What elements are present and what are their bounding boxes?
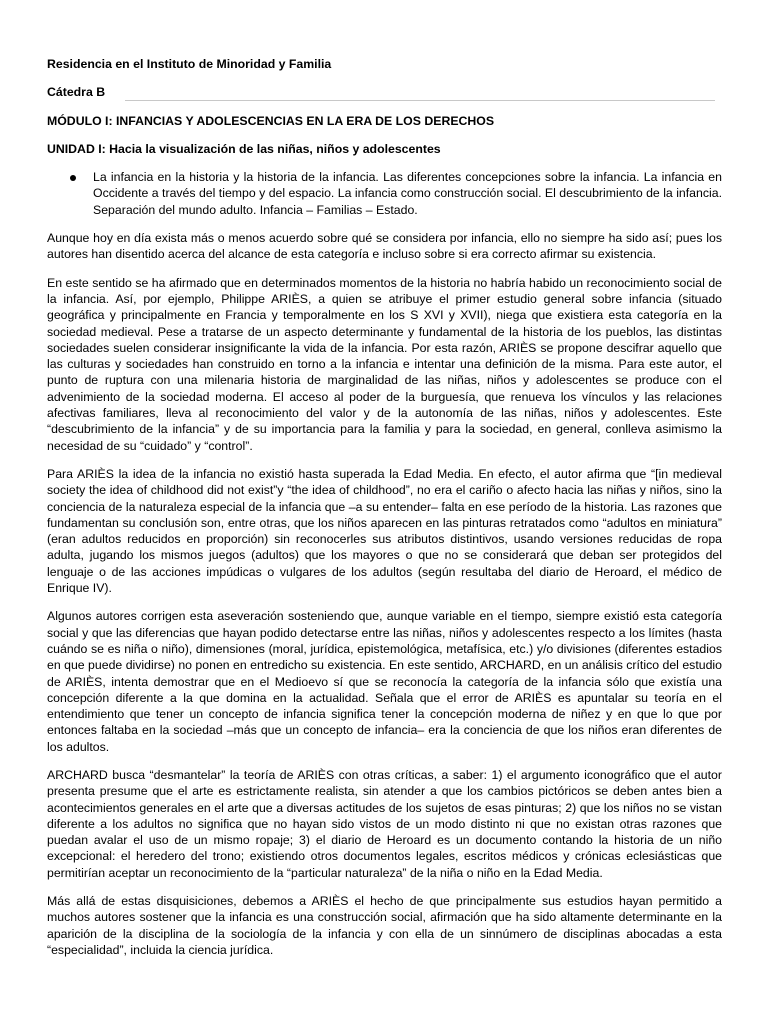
paragraph-5: ARCHARD busca “desmantelar” la teoría de ARIÈS con otras críticas, a saber: 1) el argumento iconográfico que el autor presenta presume que el arte es estrictamente realista, sin atender a que los cambios pictóricos se deben antes bien a acontecimientos generales en el arte que a diversas actitudes de los sujetos de esas pinturas; 2) que los niños no se vistan diferente a los adultos no significa que no hayan sido vistos de un modo distinto ni que no existan otras razones que puedan avalar el uso de un mismo ropaje; 3) el diario de Heroard es un documento contando la historia de un niño excepcional: el heredero del trono; existiendo otros documentos legales, escritos médicos y crónicas eclesiásticas que permitirían aceptar un reconocimiento de la “particular naturaleza” de la niña o niño en la Edad Media. — [47, 767, 722, 880]
paragraph-4: Algunos autores corrigen esta aseveración sosteniendo que, aunque variable en el tiempo, siempre existió esta categoría social y que las diferencias que hayan podido detectarse entre las niñas, niños y adolescentes respecto a los límites (hasta cuándo se es niña o niño), dimensiones (moral, jurídica, epistemológica, metafísica, etc.) y/o divisiones (diferentes estadios en que puede dividirse) no ponen en entredicho su existencia. En este sentido, ARCHARD, en un análisis crítico del estudio de ARIÈS, intenta demostrar que en el Medioevo sí que se reconocía la categoría de la infancia sólo que existía una concepción diferente a la que domina en la actualidad. Señala que el error de ARIÈS es apuntalar su teoría en el entendimiento que tener un concepto de infancia significa tener la concepción moderna de niñez y en que lo que por entonces faltaba en la sociedad –más que un concepto de infancia– era la conciencia de que los niños eran diferentes de los adultos. — [47, 609, 722, 754]
paragraph-6: Más allá de estas disquisiciones, debemos a ARIÈS el hecho de que principalmente sus estudios hayan permitido a muchos autores sostener que la infancia es una construcción social, afirmación que ha sido altamente determinante en la aparición de la disciplina de la sociología de la infancia y con ella de un sinnúmero de disciplinas abocadas a esta “especialidad”, incluida la ciencia jurídica. — [47, 894, 722, 957]
module-heading: MÓDULO I: INFANCIAS Y ADOLESCENCIAS EN LA ERA DE LOS DERECHOS — [47, 113, 495, 128]
catedra-row — [47, 84, 722, 100]
document-body — [47, 56, 722, 970]
catedra-label: Cátedra B — [47, 85, 106, 100]
paragraph-2: En este sentido se ha afirmado que en determinados momentos de la historia no habría habido un reconocimiento social de la infancia. Así, por ejemplo, Philippe ARIÈS, a quien se atribuye el primer estudio general sobre infancia (situado geográfica y principalmente en Francia y temporalmente en los S XVI y XVII), niega que existiera esta categoría en la sociedad medieval. Pese a tratarse de un aspecto determinante y fundamental de la historia de los pueblos, las distintas sociedades suelen considerar insignificante la vida de la infancia. Por esta razón, ARIÈS se propone descifrar aquello que las culturas y sociedades han construido en torno a la infancia e intentar una definición de la misma. Para este autor, el punto de ruptura con una milenaria historia de marginalidad de las niñas, niños y adolescentes se produce con el advenimiento de la sociedad moderna. El acceso al poder de la burguesía, que renueva los vínculos y las relaciones afectivas familiares, lleva al reconocimiento del valor y de la autonomía de las niñas, niños y adolescentes. Este “descubrimiento de la infancia” y de su importancia para la familia y para la sociedad, en general, conlleva asimismo la necesidad de su “cuidado” y “control”. — [47, 275, 722, 453]
bullet-icon — [70, 175, 76, 181]
catedra-underline — [125, 88, 715, 101]
list-item — [47, 169, 722, 218]
paragraph-1: Aunque hoy en día exista más o menos acuerdo sobre qué se considera por infancia, ello no siempre ha sido así; pues los autores han disentido acerca del alcance de esta categoría e incluso sobre si era correcto afirmar su existencia. — [47, 231, 722, 262]
topics-list — [47, 169, 722, 218]
list-item-text: La infancia en la historia y la historia de la infancia. Las diferentes concepciones sobre la infancia. La infancia en Occidente a través del tiempo y del espacio. La infancia como construcción social. El descubrimiento de la infancia. Separación del mundo adulto. Infancia – Familias – Estado. — [93, 170, 722, 217]
institution-heading: Residencia en el Instituto de Minoridad y Familia — [47, 57, 332, 71]
paragraph-3: Para ARIÈS la idea de la infancia no existió hasta superada la Edad Media. En efecto, el autor afirma que “[in medieval society the idea of childhood did not exist”y “the idea of childhood”, no era el cariño o afecto hacia las niñas y niños, sino la conciencia de la naturaleza especial de la infancia que –a su entender– falta en ese período de la historia. Las razones que fundamentan su conclusión son, entre otras, que los niños aparecen en las pinturas retratados como “adultos en miniatura” (eran adultos reducidos en proporción) sin reconocerles sus atributos distintivos, usando versiones reducidas de ropa adulta, jugando los mismos juegos (adultos) que los mayores o que no se considerará que deban ser protegidos del lenguaje o de las acciones impúdicas o vulgares de los adultos (según resultaba del diario de Heroard, el médico de Enrique IV). — [47, 466, 722, 596]
unit-heading: UNIDAD I: Hacia la visualización de las niñas, niños y adolescentes — [47, 141, 441, 156]
